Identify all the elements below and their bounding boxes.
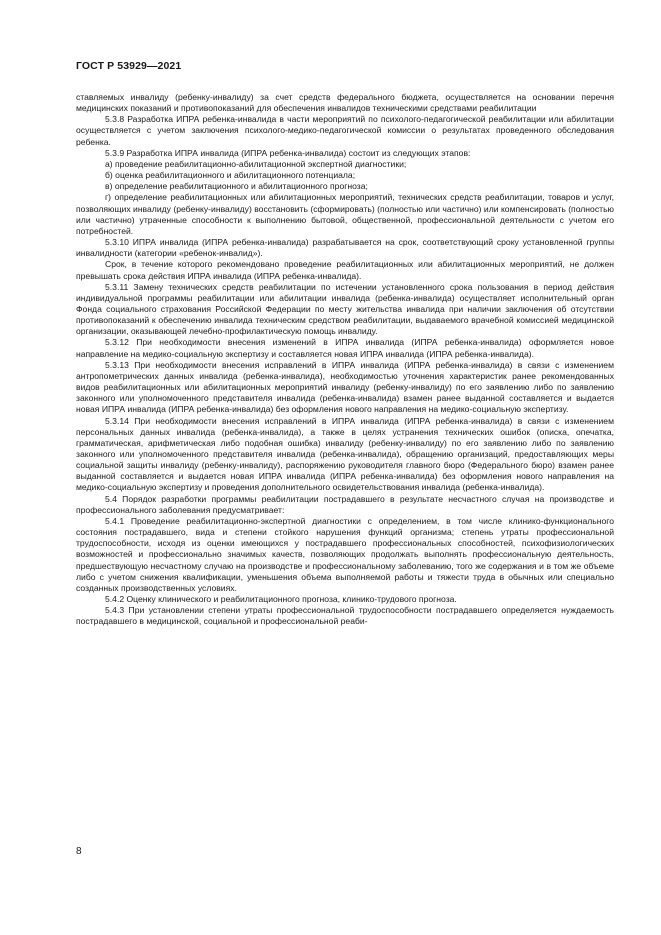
paragraph-5-4-1: 5.4.1 Проведение реабилитационно-экспертной диагностики с определением, в том числе клинико-функционального состояния пострадавшего, вида и степени стойкого нарушения функций организма; степень утраты профессиональной трудоспособности, исходя из оценки имеющихся у пострадавшего профессиональных способностей, психофизиологических возможностей и профессионально значимых качеств, позволяющих продолжать выполнять профессиональную деятельность, предшествующую несчастному случаю на производстве и профессиональному заболеванию, того же содержания и в том же объеме либо с учетом снижения квалификации, уменьшения объема выполняемой работы и тяжести труда в обычных или специально созданных производственных условиях.: [76, 515, 614, 593]
paragraph-5-3-9: 5.3.9 Разработка ИПРА инвалида (ИПРА ребенка-инвалида) состоит из следующих этапов:: [105, 147, 471, 158]
paragraph-5-4-3: 5.4.3 При установлении степени утраты профессиональной трудоспособности пострадавшего определяется нуждаемость пострадавшего в медицинской, социальной и профессиональной реаби-: [76, 605, 614, 627]
list-item-g: г) определение реабилитационных или абилитационных мероприятий, технических средств реабилитации, товаров и услуг, позволяющих инвалиду (ребенку-инвалиду) восстановить (сформировать) (полностью или частично) или компенсировать (полностью или частично) утраченные способности к выполнению бытовой, общественной, профессиональной деятельности с учетом его потребностей.: [76, 192, 614, 236]
document-code-header: ГОСТ Р 53929—2021: [76, 60, 182, 72]
document-body: [76, 92, 614, 628]
paragraph-5-3-10: 5.3.10 ИПРА инвалида (ИПРА ребенка-инвалида) разрабатывается на срок, соответствующий сроку установленной группы инвалидности (категории «ребенок-инвалид»).: [76, 237, 614, 259]
paragraph-5-3-11: 5.3.11 Замену технических средств реабилитации по истечении установленного срока пользования в период действия индивидуальной программы реабилитации или абилитации инвалида (ребенка-инвалида) осуществляет исполнительный орган Фонда социального страхования Российской Федерации по месту жительства инвалида при наличии заключения об отсутствии противопоказаний к обеспечению инвалида техническим средством реабилитации, выдаваемого врачебной комиссией медицинской организации, оказывающей лечебно-профилактическую помощь инвалиду.: [76, 281, 614, 337]
paragraph-5-3-8: 5.3.8 Разработка ИПРА ребенка-инвалида в части мероприятий по психолого-педагогической реабилитации или абилитации осуществляется с учетом заключения психолого-медико-педагогической комиссии о результатах проведенного обследования ребенка.: [76, 114, 614, 147]
page-number: 8: [76, 846, 82, 857]
list-item-a: а) проведение реабилитационно-абилитационной экспертной диагностики;: [105, 158, 407, 169]
paragraph-5-4-2: 5.4.2 Оценку клинического и реабилитационного прогноза, клинико-трудового прогноза.: [105, 594, 457, 605]
paragraph-5-3-13: 5.3.13 При необходимости внесения исправлений в ИПРА инвалида (ИПРА ребенка-инвалида) в связи с изменением антропометрических данных инвалида (ребенка-инвалида), необходимостью уточнения характеристик ранее рекомендованных видов реабилитационных или абилитационных мероприятий инвалиду (ребенку-инвалиду) по его заявлению либо по заявлению законного или уполномоченного представителя инвалида (ребенка-инвалида) взамен ранее выданной составляется и выдается новая ИПРА инвалида (ИПРА ребенка-инвалида) без оформления нового направления на медико-социальную экспертизу.: [76, 359, 614, 415]
paragraph-5-4: 5.4 Порядок разработки программы реабилитации пострадавшего в результате несчастного случая на производстве и профессионального заболевания предусматривает:: [76, 493, 614, 515]
paragraph-5-3-14: 5.3.14 При необходимости внесения исправлений в ИПРА инвалида (ИПРА ребенка-инвалида) в связи с изменением персональных данных инвалида (ребенка-инвалида), а также в целях устранения технических ошибок (описка, опечатка, грамматическая, арифметическая либо подобная ошибка) инвалиду (ребенку-инвалиду) по его заявлению либо по заявлению законного или уполномоченного представителя инвалида (ребенка-инвалида), обращению организаций, предоставляющих меры социальной защиты инвалиду (ребенку-инвалиду), распоряжению руководителя главного бюро (Федерального бюро) взамен ранее выданной составляется и выдается новая ИПРА инвалида (ИПРА ребенка-инвалида) без оформления нового направления на медико-социальную экспертизу и проведения дополнительного освидетельствования инвалида (ребенка-инвалида).: [76, 415, 614, 493]
list-item-b: б) оценка реабилитационного и абилитационного потенциала;: [105, 170, 356, 181]
list-item-v: в) определение реабилитационного и абилитационного прогноза;: [105, 181, 368, 192]
paragraph-continuation: ставляемых инвалиду (ребенку-инвалиду) за счет средств федерального бюджета, осуществляется на основании перечня медицинских показаний и противопоказаний для обеспечения инвалидов техническими средствами реабилитации: [76, 92, 614, 114]
paragraph-5-3-12: 5.3.12 При необходимости внесения изменений в ИПРА инвалида (ИПРА ребенка-инвалида) оформляется новое направление на медико-социальную экспертизу и составляется новая ИПРА инвалида (ИПРА ребенка-инвалида).: [76, 337, 614, 359]
paragraph-term: Срок, в течение которого рекомендовано проведение реабилитационных или абилитационных мероприятий, не должен превышать срока действия ИПРА инвалида (ИПРА ребенка-инвалида).: [76, 259, 614, 281]
